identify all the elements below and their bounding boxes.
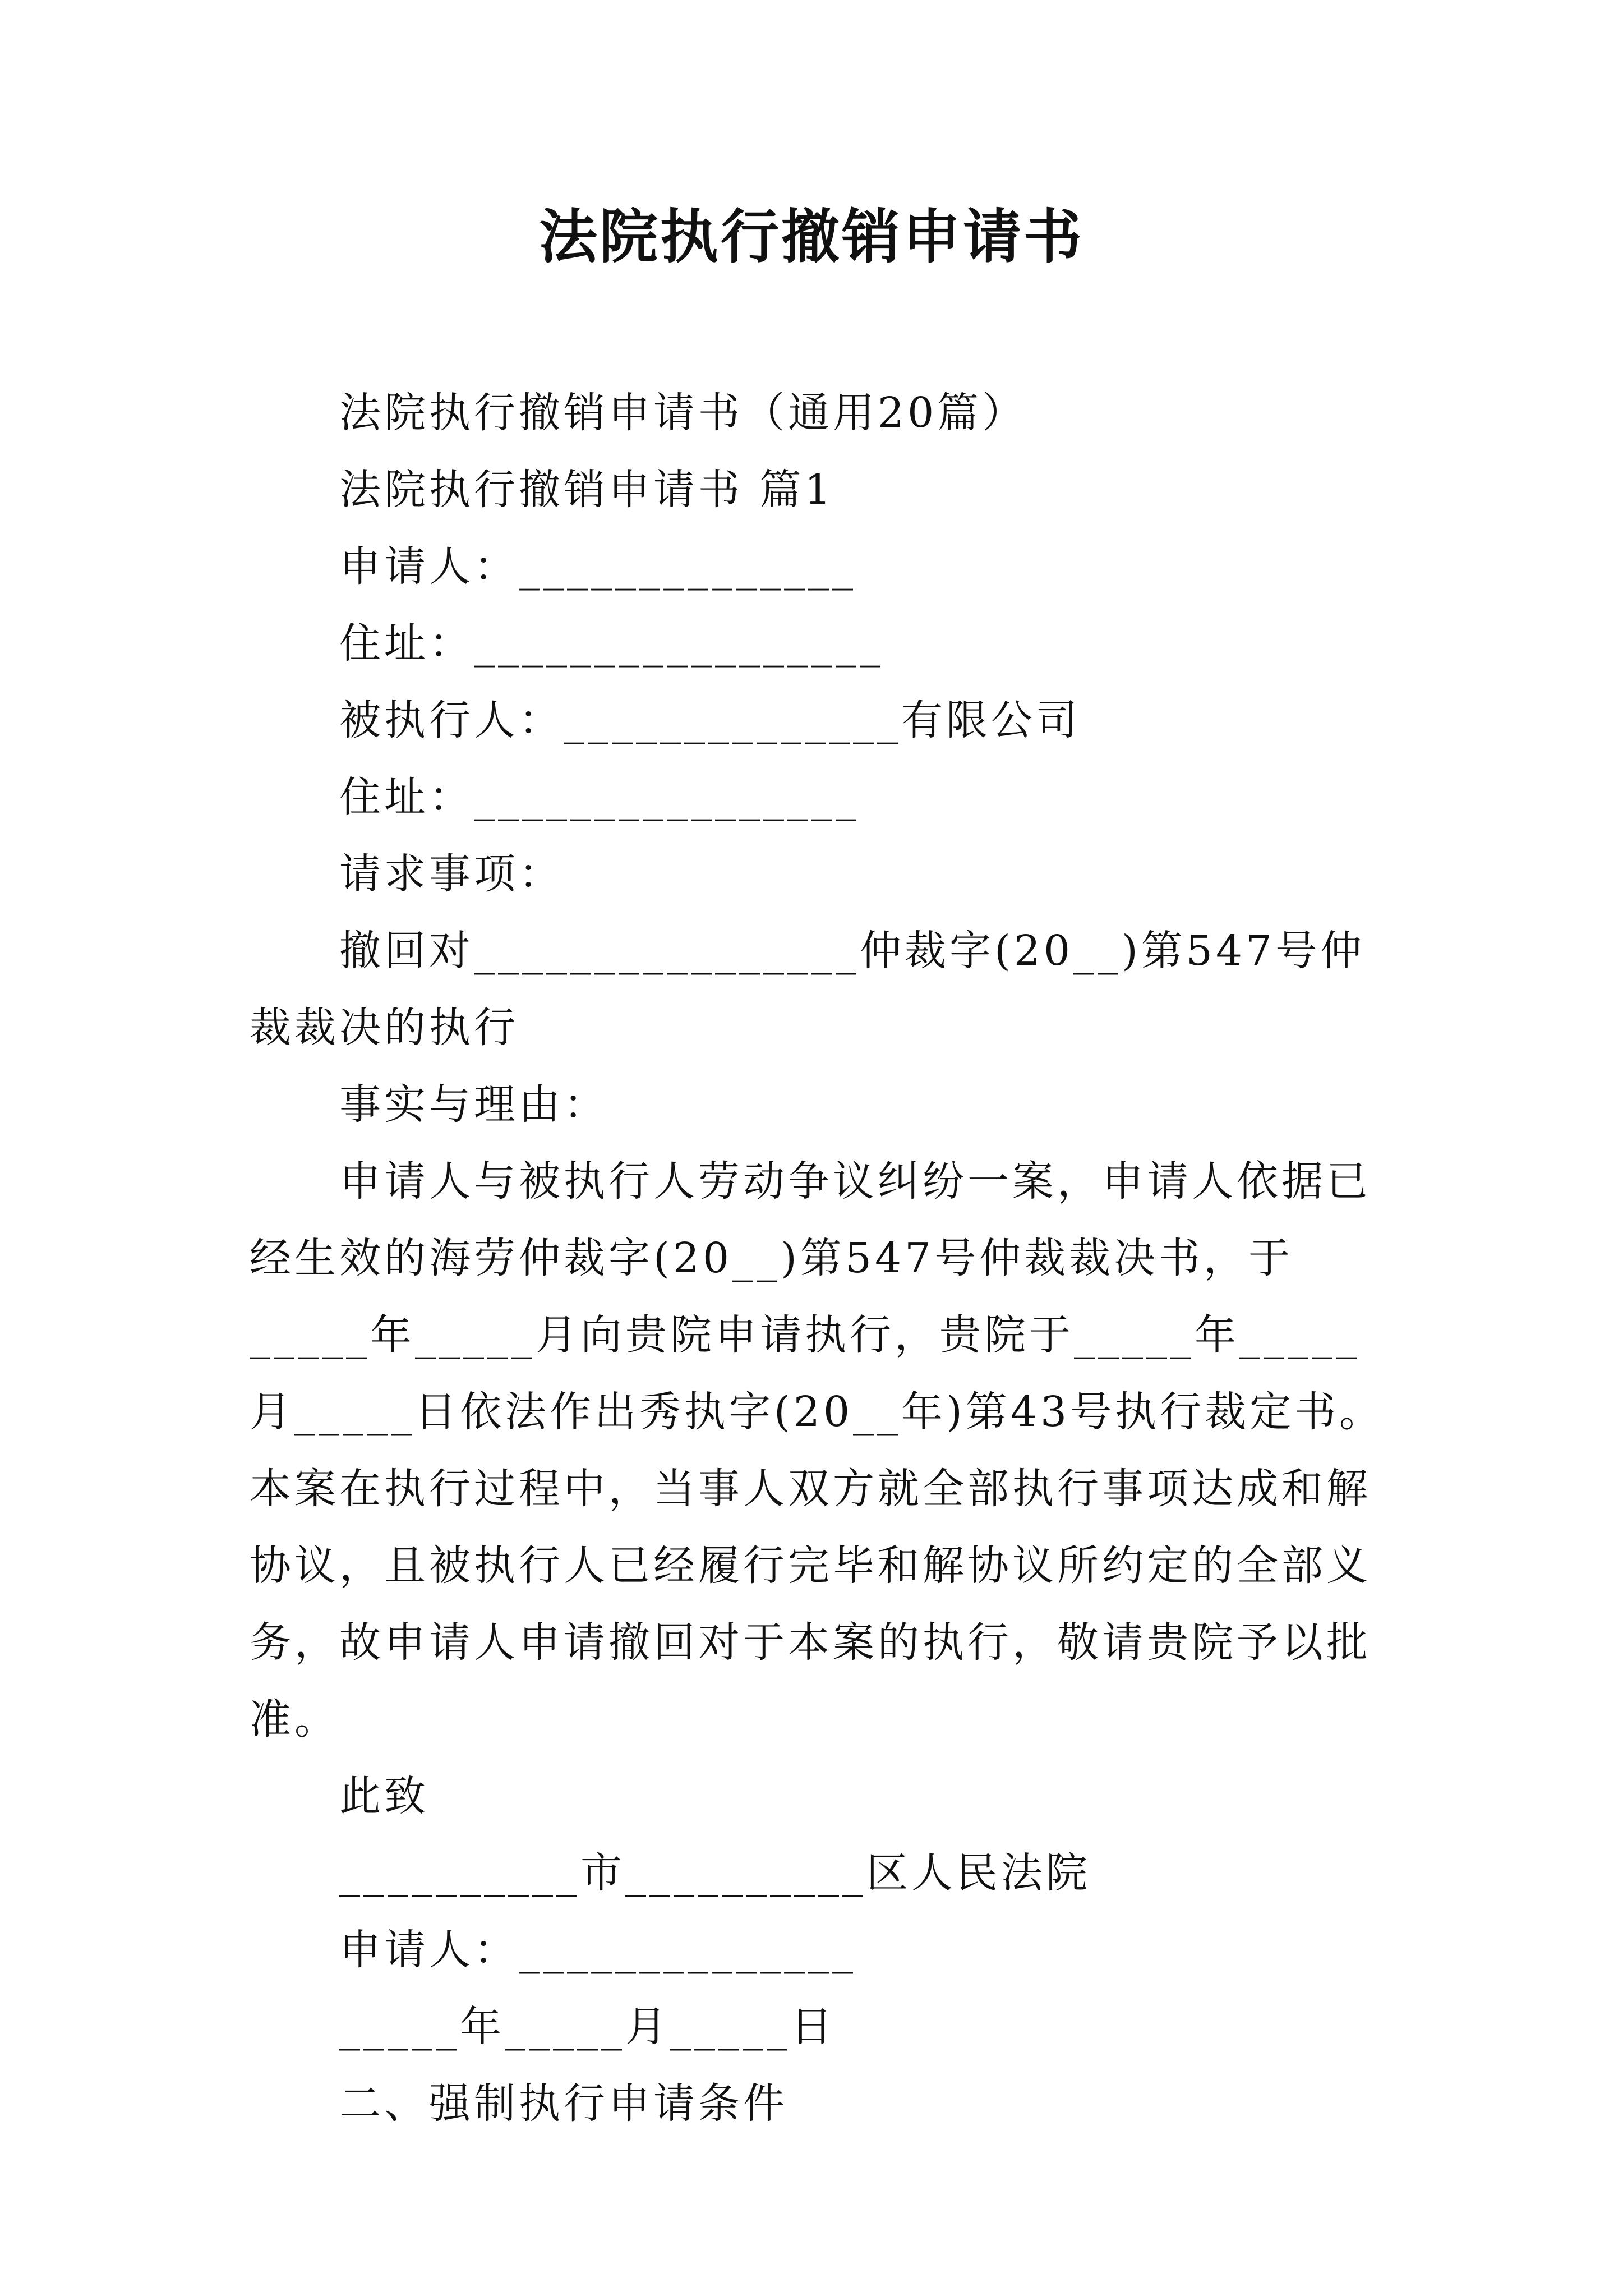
document-title: 法院执行撤销申请书 xyxy=(538,203,1084,271)
paragraph-next-section: 二、强制执行申请条件 xyxy=(339,2079,788,2128)
paragraph-date: _____年_____月_____日 xyxy=(339,2003,836,2051)
paragraph-court: __________市__________区人民法院 xyxy=(339,1849,1091,1897)
paragraph-facts: 申请人与被执行人劳动争议纠纷一案，申请人依据已经生效的海劳仲裁字(20__)第547号仲裁裁决书，于_____年_____月向贵院申请执行，贵院于_____年_____月_____日依法作出秀执字(20__年)第43号执行裁定书。本案在执行过程中，当事人双方就全部执行事项达成和解协议，且被执行人已经履行完毕和解协议所约定的全部义务，故申请人申请撤回对于本案的执行，敬请贵院予以批准。 xyxy=(250,1157,1385,1743)
paragraph-respondent-address: 住址：________________ xyxy=(339,773,860,821)
paragraph-facts-label: 事实与理由： xyxy=(339,1080,608,1129)
paragraph-salutation: 此致 xyxy=(339,1772,429,1820)
paragraph-respondent: 被执行人：______________有限公司 xyxy=(339,696,1081,744)
paragraph-section-title: 法院执行撤销申请书 篇1 xyxy=(339,466,834,514)
paragraph-heading: 法院执行撤销申请书（通用20篇） xyxy=(339,389,1027,437)
paragraph-signature: 申请人：______________ xyxy=(339,1926,856,1974)
document-body xyxy=(250,375,1388,2142)
paragraph-request: 撤回对________________仲裁字(20__)第547号仲裁裁决的执行 xyxy=(250,927,1366,1052)
paragraph-applicant-address: 住址：_________________ xyxy=(339,619,884,668)
paragraph-applicant: 申请人：______________ xyxy=(339,542,856,591)
paragraph-request-label: 请求事项： xyxy=(339,850,564,898)
